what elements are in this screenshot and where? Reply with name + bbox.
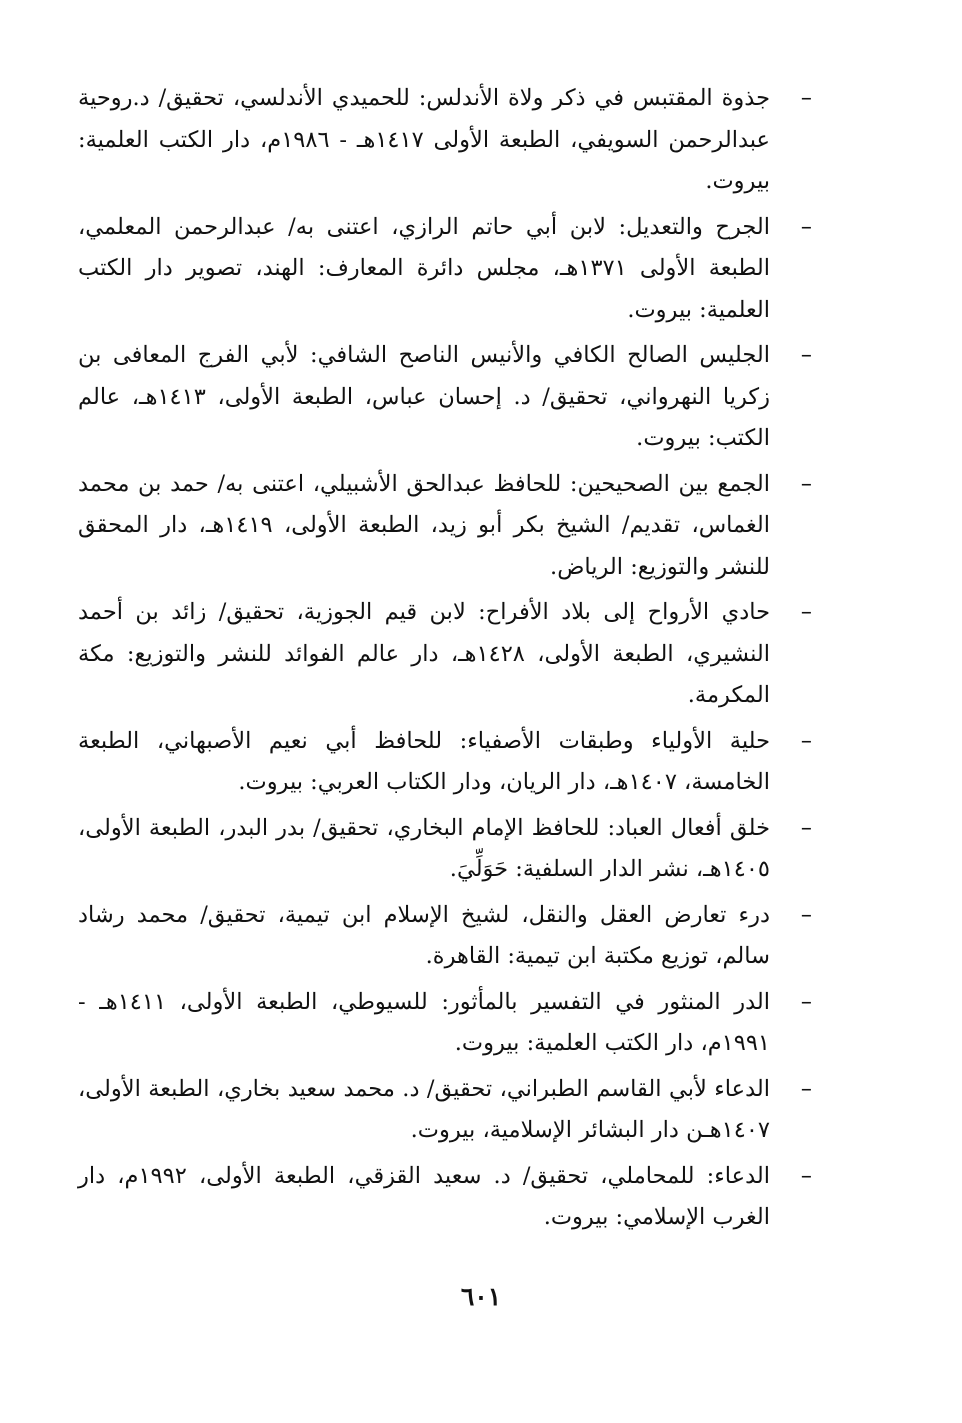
entry-text: الجمع بين الصحيحين: للحافظ عبدالحق الأشبيلي، اعتنى به/ حمد بن محمد الغماس، تقديم/ الشيخ بكر أبو زيد، الطبعة الأولى، ١٤١٩هـ، دار المحقق للنشر والتوزيع: الرياض. — [78, 470, 770, 580]
bullet-dash: – — [800, 814, 812, 841]
bibliography-entry — [78, 808, 812, 891]
entry-text: حادي الأرواح إلى بلاد الأفراح: لابن قيم الجوزية، تحقيق/ زائد بن أحمد النشيري، الطبعة الأولى، ١٤٢٨هـ، دار عالم الفوائد للنشر والتوزيع: مكة المكرمة. — [78, 599, 770, 708]
entry-text: جذوة المقتبس في ذكر ولاة الأندلس: للحميدي الأندلسي، تحقيق/ د.روحية عبدالرحمن السويفي، الطبعة الأولى ١٤١٧هـ - ١٩٨٦م، دار الكتب العلمية: بيروت. — [78, 85, 770, 194]
bibliography-entry — [78, 592, 812, 717]
entry-text: الدر المنثور في التفسير بالمأثور: للسيوطي، الطبعة الأولى، ١٤١١هـ - ١٩٩١م، دار الكتب العلمية: بيروت. — [78, 988, 770, 1056]
page-number: ٦٠١ — [460, 1282, 502, 1311]
bibliography-list — [78, 78, 812, 1243]
bibliography-entry — [78, 335, 812, 460]
bibliography-entry — [78, 721, 812, 804]
bullet-dash: – — [800, 599, 812, 625]
bibliography-entry — [78, 1069, 812, 1152]
entry-text: درء تعارض العقل والنقل، لشيخ الإسلام ابن تيمية، تحقيق/ محمد رشاد سالم، توزيع مكتبة ابن تيمية: القاهرة. — [78, 901, 770, 969]
bibliography-entry — [78, 895, 812, 978]
bibliography-entry — [78, 207, 812, 332]
bullet-dash: – — [800, 85, 812, 111]
entry-text: الجرح والتعديل: لابن أبي حاتم الرازي، اعتنى به/ عبدالرحمن المعلمي، الطبعة الأولى ١٣٧١هـ، مجلس دائرة المعارف: الهند، تصوير دار الكتب العلمية: بيروت. — [78, 213, 770, 323]
entry-text: الدعاء لأبي القاسم الطبراني، تحقيق/ د. محمد سعيد بخاري، الطبعة الأولى، ١٤٠٧هـن دار البشائر الإسلامية، بيروت. — [78, 1075, 770, 1143]
bullet-dash: – — [800, 342, 812, 368]
bullet-dash: – — [800, 470, 812, 497]
bullet-dash: – — [800, 1075, 812, 1102]
bibliography-entry — [78, 78, 812, 203]
bullet-dash: – — [800, 901, 812, 928]
bibliography-entry — [78, 982, 812, 1065]
bibliography-entry — [78, 1156, 812, 1239]
bibliography-entry — [78, 464, 812, 589]
entry-text: الدعاء: للمحاملي، تحقيق/ د. سعيد القزقي، الطبعة الأولى، ١٩٩٢م، دار الغرب الإسلامي: بيروت. — [78, 1162, 770, 1230]
bullet-dash: – — [800, 727, 812, 754]
bullet-dash: – — [800, 1162, 812, 1189]
entry-text: حلية الأولياء وطبقات الأصفياء: للحافظ أبي نعيم الأصبهاني، الطبعة الخامسة، ١٤٠٧هـ، دار الريان، ودار الكتاب العربي: بيروت. — [78, 727, 770, 795]
entry-text: الجليس الصالح الكافي والأنيس الناصح الشافي: لأبي الفرج المعافى بن زكريا النهرواني، تحقيق/ د. إحسان عباس، الطبعة الأولى، ١٤١٣هـ، عالم الكتب: بيروت. — [78, 342, 770, 451]
entry-text: خلق أفعال العباد: للحافظ الإمام البخاري، تحقيق/ بدر البدر، الطبعة الأولى، ١٤٠٥هـ، نشر الدار السلفية: حَوَلِّيَ. — [78, 814, 770, 882]
bullet-dash: – — [800, 213, 812, 240]
bullet-dash: – — [800, 988, 812, 1015]
